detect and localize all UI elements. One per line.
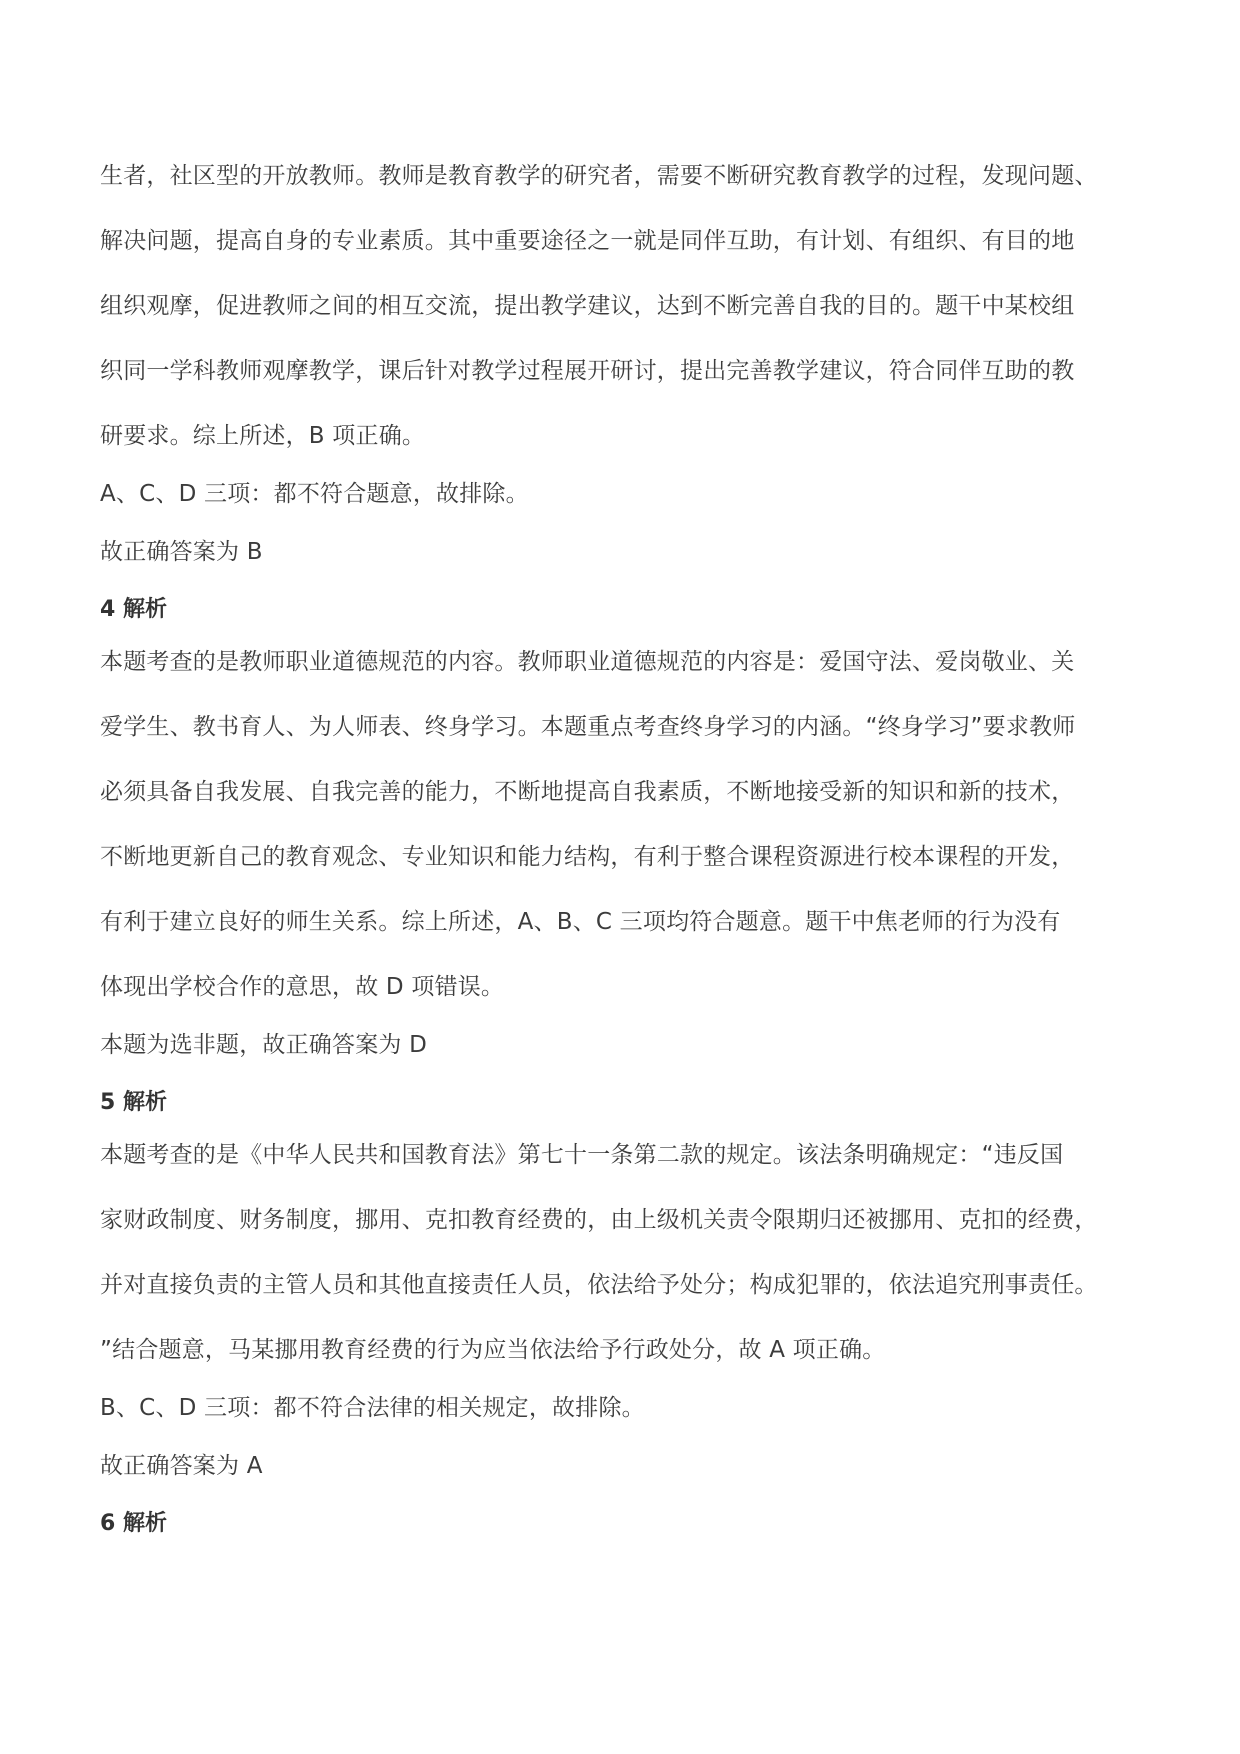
paragraph-line: 爱学生、教书育人、为人师表、终身学习。本题重点考查终身学习的内涵。“终身学习”要求教师 xyxy=(100,714,1076,740)
excluded-options-text: A、C、D 三项：都不符合题意，故排除。 xyxy=(100,481,529,507)
section-heading: 4 解析 xyxy=(100,597,167,622)
paragraph-line: 必须具备自我发展、自我完善的能力，不断地提高自我素质，不断地接受新的知识和新的技术， xyxy=(100,779,1075,805)
section-3-explanation xyxy=(100,160,1160,594)
paragraph-line: 解决问题，提高自身的专业素质。其中重要途径之一就是同伴互助，有计划、有组织、有目的地 xyxy=(100,228,1075,254)
paragraph-line: 不断地更新自己的教育观念、专业知识和能力结构，有利于整合课程资源进行校本课程的开发， xyxy=(100,844,1075,870)
section-5-explanation xyxy=(100,1087,1160,1508)
paragraph-line: ”结合题意，马某挪用教育经费的行为应当依法给予行政处分，故 A 项正确。 xyxy=(100,1337,886,1363)
correct-answer-text: 故正确答案为 B xyxy=(100,539,263,565)
paragraph-line: 体现出学校合作的意思，故 D 项错误。 xyxy=(100,974,505,1000)
section-6-explanation xyxy=(100,1508,1160,1560)
paragraph-line: 有利于建立良好的师生关系。综上所述，A、B、C 三项均符合题意。题干中焦老师的行为没有 xyxy=(100,909,1061,935)
paragraph-line: 组织观摩，促进教师之间的相互交流，提出教学建议，达到不断完善自我的目的。题干中某校组 xyxy=(100,293,1075,319)
paragraph-line: 织同一学科教师观摩教学，课后针对教学过程展开研讨，提出完善教学建议，符合同伴互助的教 xyxy=(100,358,1075,384)
section-heading: 6 解析 xyxy=(100,1511,167,1536)
document-page xyxy=(100,160,1160,1560)
paragraph-line: 并对直接负责的主管人员和其他直接责任人员，依法给予处分；构成犯罪的，依法追究刑事责任。 xyxy=(100,1272,1098,1298)
correct-answer-text: 故正确答案为 A xyxy=(100,1453,263,1479)
excluded-options-text: B、C、D 三项：都不符合法律的相关规定，故排除。 xyxy=(100,1395,645,1421)
paragraph-line: 研要求。综上所述，B 项正确。 xyxy=(100,423,426,449)
paragraph-line: 本题考查的是教师职业道德规范的内容。教师职业道德规范的内容是：爱国守法、爱岗敬业、关 xyxy=(100,649,1075,675)
paragraph-line: 本题考查的是《中华人民共和国教育法》第七十一条第二款的规定。该法条明确规定：“违反国 xyxy=(100,1142,1064,1168)
section-heading: 5 解析 xyxy=(100,1090,167,1115)
paragraph-line: 家财政制度、财务制度，挪用、克扣教育经费的，由上级机关责令限期归还被挪用、克扣的经费， xyxy=(100,1207,1098,1233)
paragraph-line: 生者，社区型的开放教师。教师是教育教学的研究者，需要不断研究教育教学的过程，发现问题、 xyxy=(100,163,1098,189)
correct-answer-text: 本题为选非题，故正确答案为 D xyxy=(100,1032,428,1058)
section-4-explanation xyxy=(100,594,1160,1087)
